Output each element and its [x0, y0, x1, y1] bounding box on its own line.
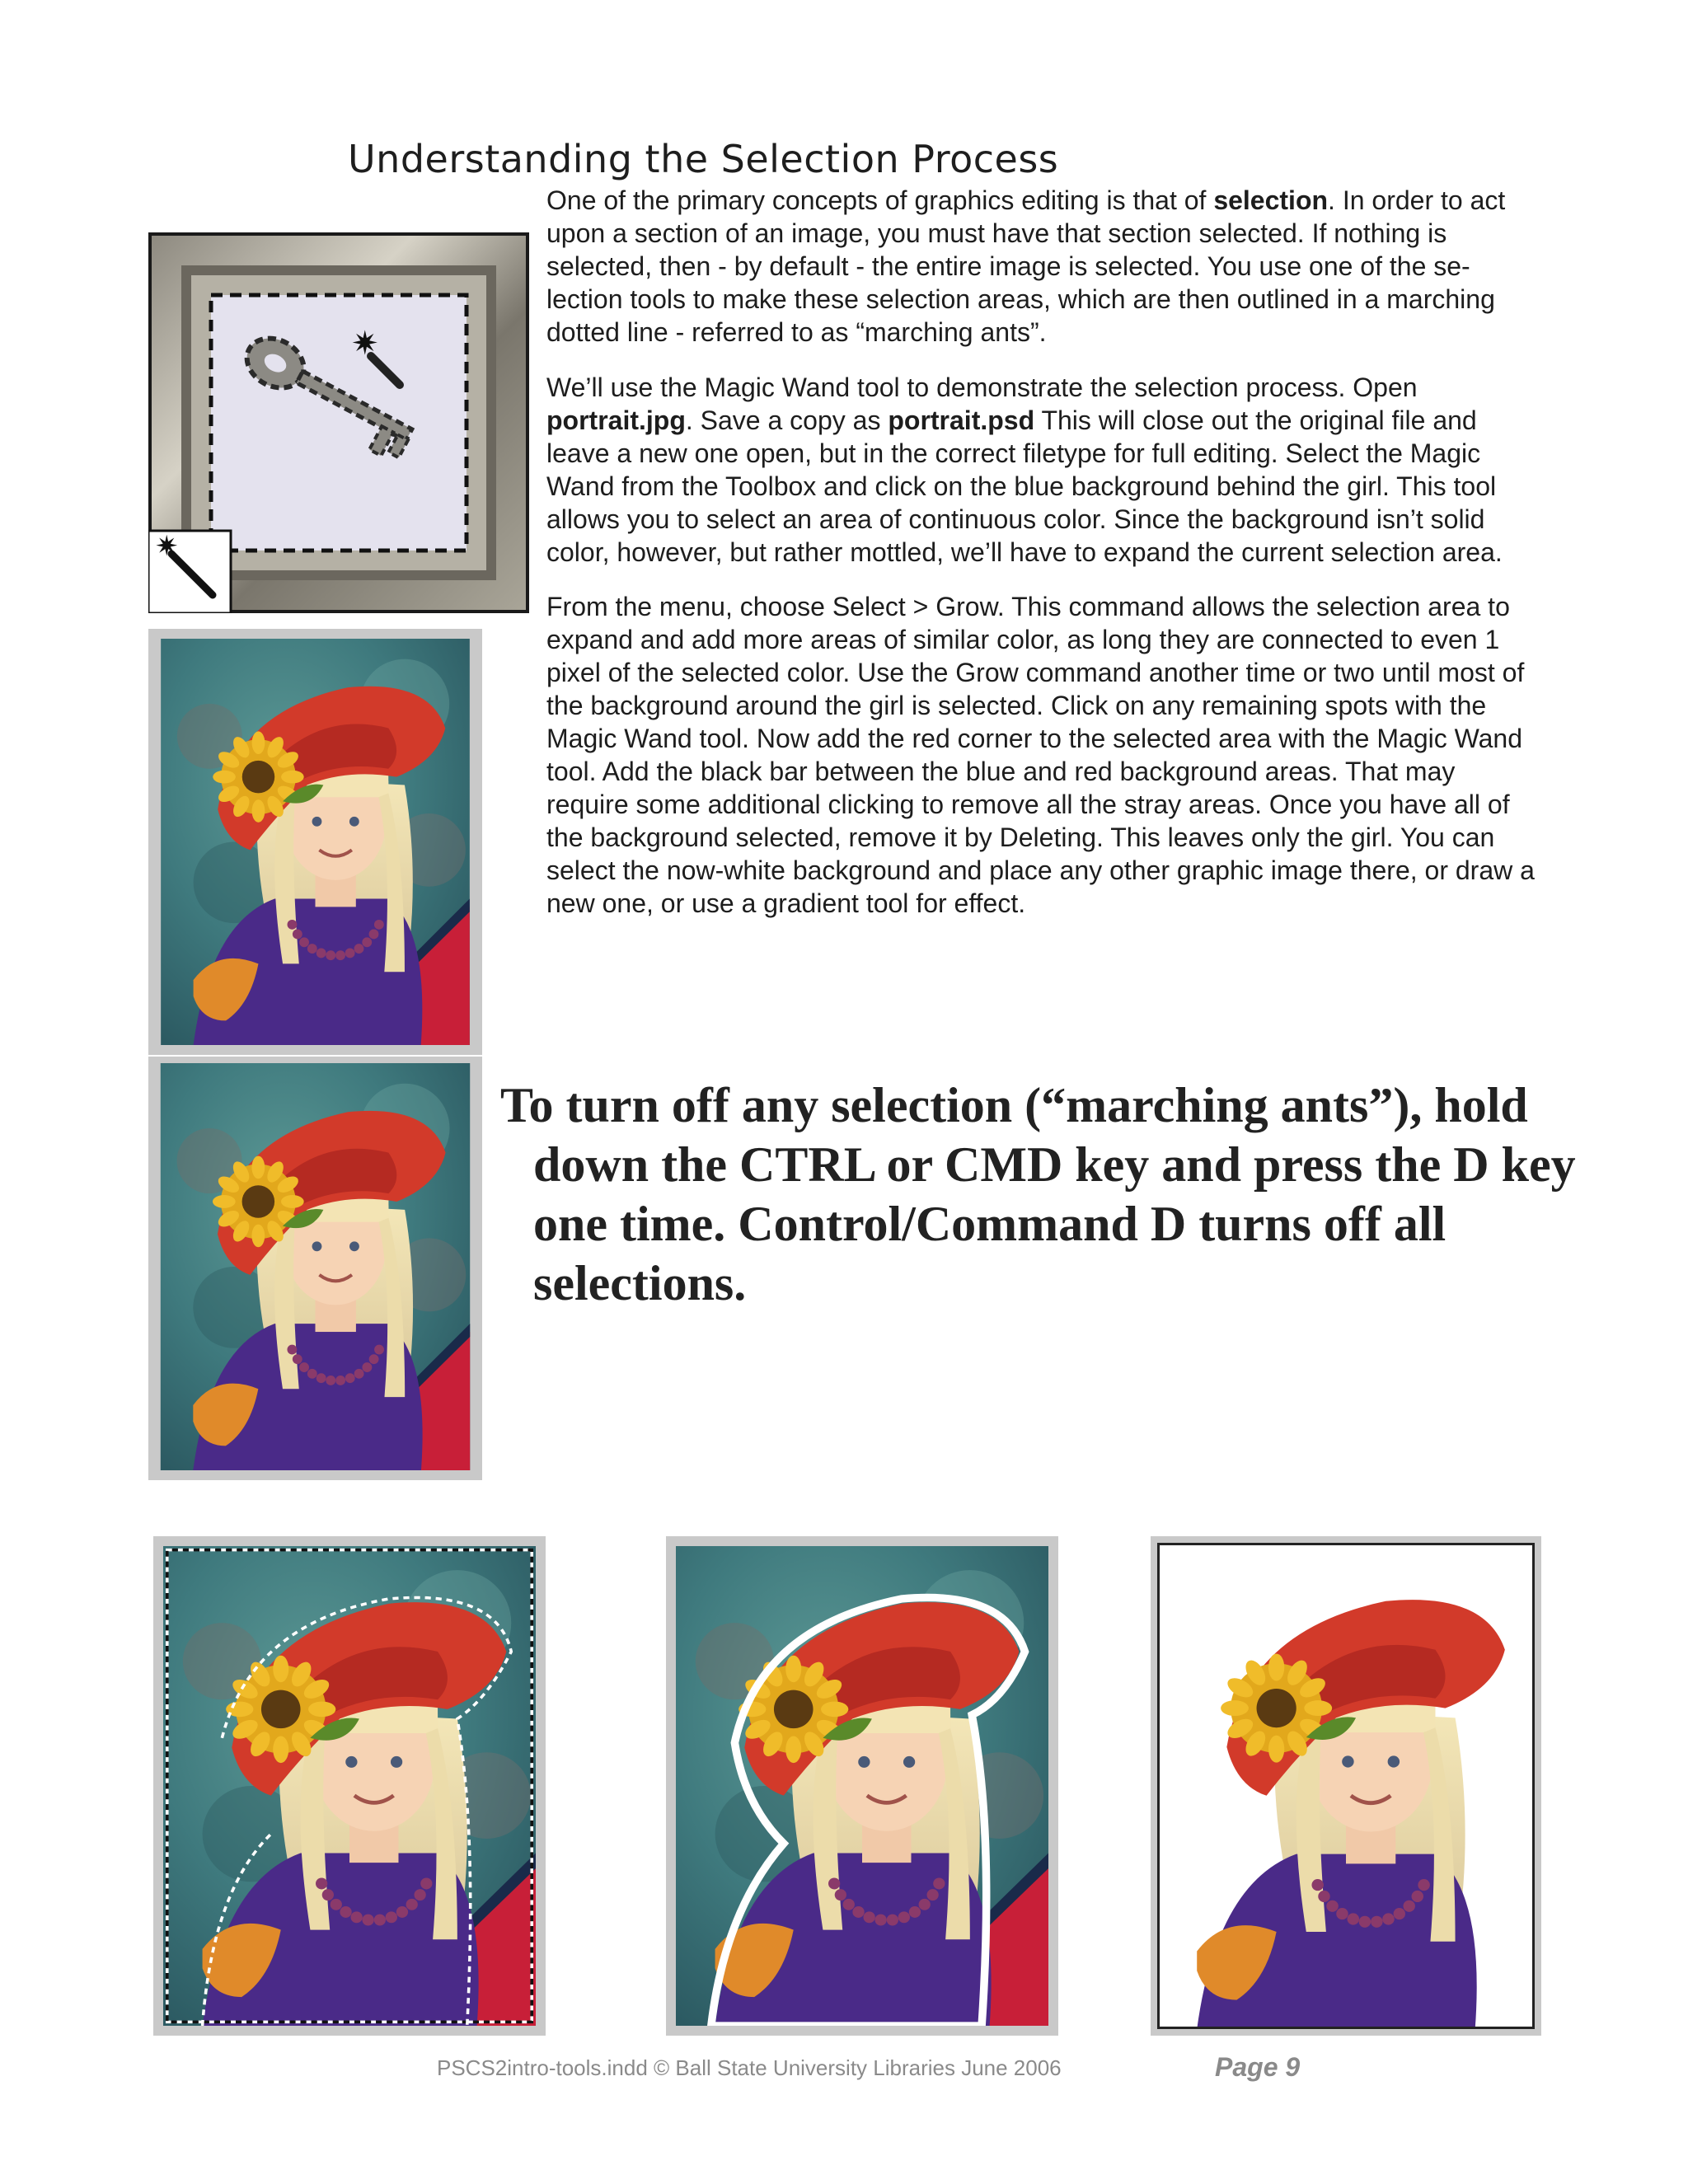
- intro-paragraph: [546, 184, 1544, 349]
- magic-wand-text-e: This will close out the original file and leave a new one open, but in the correct filetype for full editing. Select the Magic Wand from the Toolbox and click on the blue background behind the girl. This tool allows you to select an area of continuous color. Since the background isn’t solid color, however, but rather mottled, we’ll have to expand the current selection area.: [546, 405, 1503, 567]
- intro-text-after: . In order to act upon a section of an image, you must have that section selected. If nothing is selected, then - by default - the entire image is selected. You use one of the se-lection tools to make these selection areas, which are then outlined in a marching dotted line - referred to as “marching ants”.: [546, 185, 1506, 347]
- portrait-copy-frame: [148, 1057, 482, 1480]
- portrait-original: [158, 639, 472, 1045]
- portrait-background-removed: [1157, 1543, 1535, 2029]
- grow-paragraph: From the menu, choose Select > Grow. This command allows the selection area to expand and add more areas of similar color, as long they are connected to even 1 pixel of the selected color. Use the Grow command another time or two until most of the background around the girl is selected. Click on any remaining spots with the Magic Wand tool. Now add the red corner to the selected area with the Magic Wand tool. Add the black bar between the blue and red background areas. That may require some additional clicking to remove all the stray areas. Once you have all of the background selected, remove it by Deleting. This leaves only the girl. You can select the now-white background and place any other graphic image there, or draw a new one, or use a gradient tool for effect.: [546, 592, 1535, 918]
- portrait-original-frame: [148, 629, 482, 1055]
- magic-wand-paragraph: [546, 371, 1544, 569]
- section-heading: Understanding the Selection Process: [348, 137, 1059, 181]
- svg-text:✷: ✷: [155, 530, 179, 563]
- portrait-grown-selection: [676, 1546, 1048, 2026]
- footer-credit: PSCS2intro-tools.indd © Ball State University Libraries June 2006: [437, 2055, 1062, 2080]
- page-number: Page 9: [1215, 2052, 1301, 2082]
- portrait-first-selection: [163, 1546, 536, 2026]
- svg-text:✷: ✷: [351, 325, 379, 363]
- filename-psd: portrait.psd: [888, 405, 1035, 435]
- magic-wand-key-illustration: [148, 232, 529, 613]
- intro-text-before: One of the primary concepts of graphics editing is that of: [546, 185, 1214, 215]
- portrait-first-selection-frame: [153, 1536, 546, 2036]
- magic-wand-text-a: We’ll use the Magic Wand tool to demonstrate the selection process. Open: [546, 373, 1418, 402]
- callout-tip: To turn off any selection (“marching ants”), hold down the CTRL or CMD key and press the D key one time. Control/Command D turns off all selections.: [500, 1078, 1576, 1310]
- selection-keyword: selection: [1213, 185, 1329, 215]
- magic-wand-text-c: . Save a copy as: [685, 405, 889, 435]
- portrait-copy: [158, 1063, 472, 1470]
- portrait-background-removed-frame: [1151, 1536, 1541, 2036]
- filename-jpg: portrait.jpg: [546, 405, 686, 435]
- portrait-grown-selection-frame: [666, 1536, 1058, 2036]
